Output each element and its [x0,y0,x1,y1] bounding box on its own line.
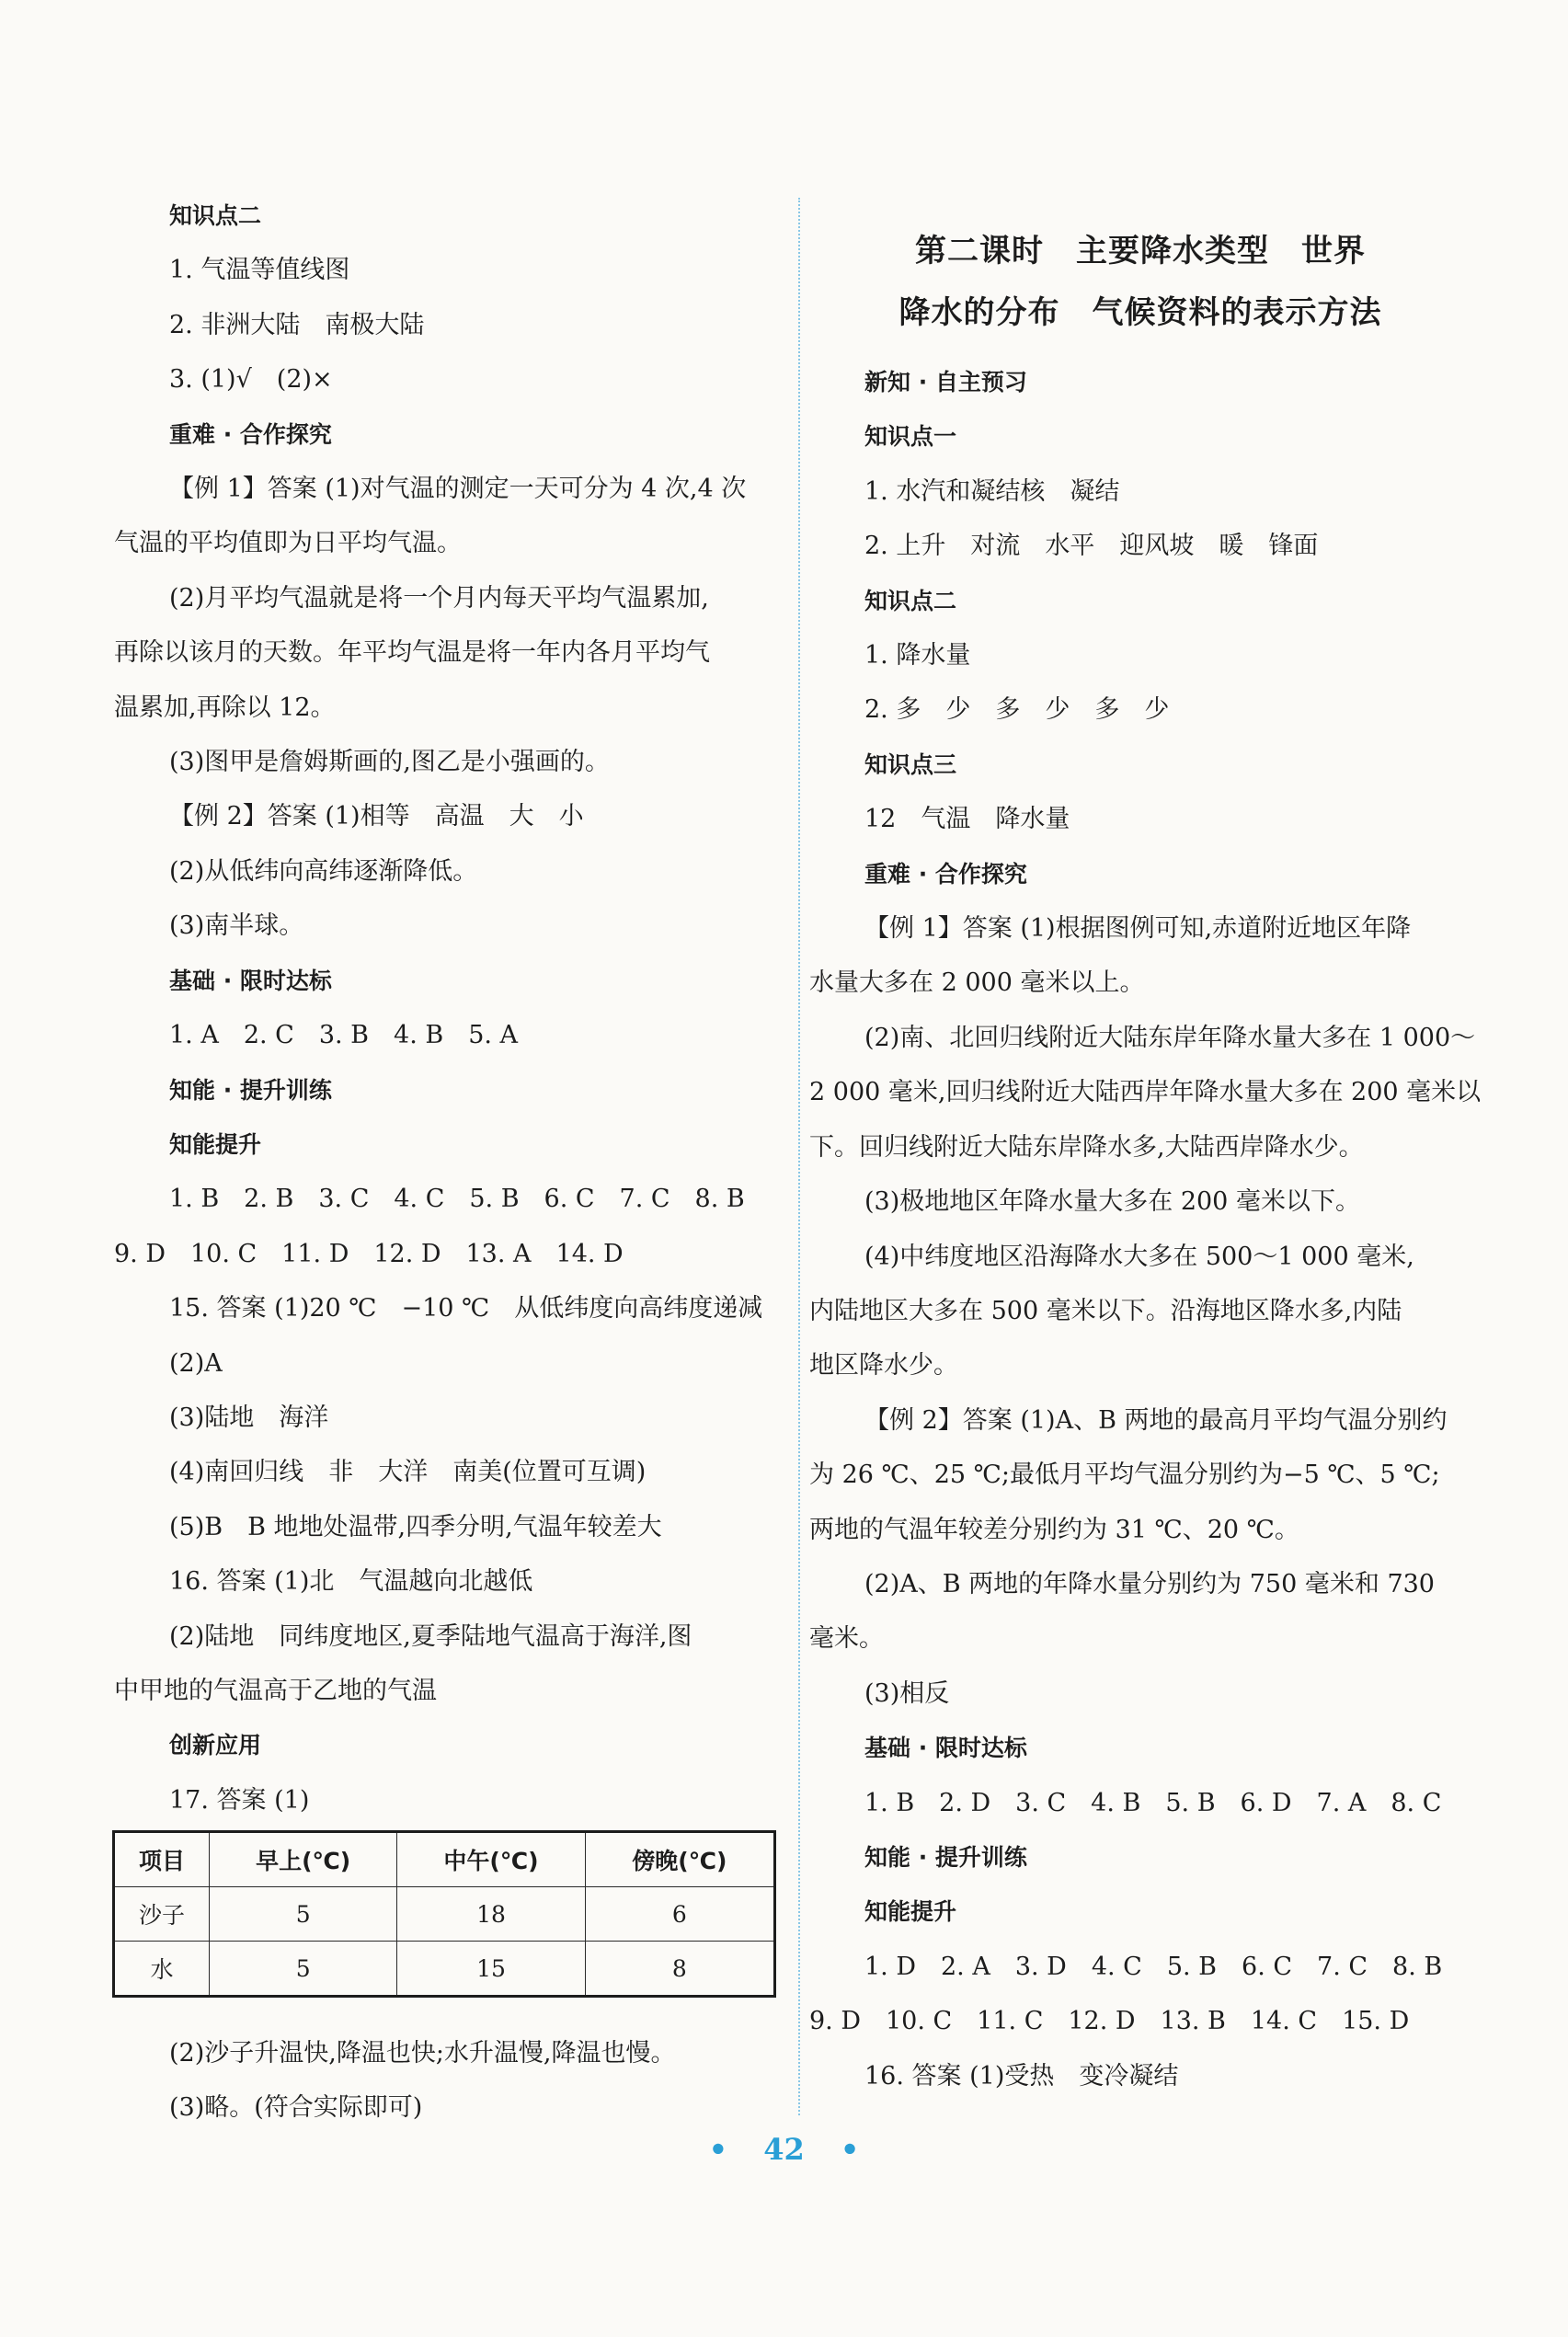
text-line: 2. 多 少 多 少 多 少 [864,695,1170,725]
text-line: 1. B 2. D 3. C 4. B 5. B 6. D 7. A 8. C [864,1788,1442,1817]
text-line: (2)A、B 两地的年降水量分别约为 750 毫米和 730 [864,1569,1435,1598]
table-cell: 8 [585,1942,774,1997]
table-cell: 水 [114,1942,210,1997]
text-line: (3)相反 [864,1678,950,1708]
column-divider [798,198,800,2115]
text-line: 16. 答案 (1)受热 变冷凝结 [864,2061,1179,2091]
text-line: (2)陆地 同纬度地区,夏季陆地气温高于海洋,图 [169,1621,692,1651]
table-cell: 6 [585,1887,774,1942]
lesson-title-line-1: 第二课时 主要降水类型 世界 [915,233,1366,269]
text-line: 17. 答案 (1) [169,1785,310,1815]
text-line: 重难 · 合作探究 [864,860,1027,888]
text-line: 16. 答案 (1)北 气温越向北越低 [169,1567,533,1597]
text-line: 重难 · 合作探究 [169,420,332,448]
table-cell: 18 [397,1887,585,1942]
text-line: 基础 · 限时达标 [864,1735,1027,1762]
text-line: 温累加,再除以 12。 [114,693,336,722]
text-line: 1. 水汽和凝结核 凝结 [864,476,1120,506]
text-line: 【例 2】答案 (1)相等 高温 大 小 [169,802,584,831]
table-cell: 15 [397,1942,585,1997]
text-line: 3. (1)√ (2)× [169,365,333,395]
table-header-cell: 早上(℃) [209,1832,396,1887]
text-line: (2)沙子升温快,降温也快;水升温慢,降温也慢。 [169,2039,676,2068]
text-line: 再除以该月的天数。年平均气温是将一年内各月平均气 [114,638,710,668]
left-column [114,189,776,1827]
text-line: 知能 · 提升训练 [169,1076,332,1104]
table-header-cell: 中午(℃) [397,1832,585,1887]
lesson-title-line-2: 降水的分布 气候资料的表示方法 [898,294,1382,331]
text-line: 2 000 毫米,回归线附近大陆西岸年降水量大多在 200 毫米以 [809,1078,1482,1107]
text-line: (2)A [169,1348,223,1378]
table-cell: 沙子 [114,1887,210,1942]
text-line: 【例 1】答案 (1)根据图例可知,赤道附近地区年降 [864,914,1412,944]
page-number [0,2132,1568,2167]
text-line: 地区降水少。 [809,1351,958,1380]
text-line: (3)略。(符合实际即可) [169,2093,423,2123]
text-line: (3)南半球。 [169,911,304,941]
page-number-dot-left: • [708,2132,728,2167]
right-column [809,221,1482,2103]
text-line: 知能 · 提升训练 [864,1843,1027,1871]
text-line: 中甲地的气温高于乙地的气温 [114,1676,437,1705]
left-column-continued [114,2026,776,2136]
table-cell: 5 [209,1887,396,1942]
text-line: (3)陆地 海洋 [169,1403,329,1432]
text-line: 1. 气温等值线图 [169,256,350,285]
text-line: 水量大多在 2 000 毫米以上。 [809,968,1145,998]
text-line: 下。回归线附近大陆东岸降水多,大陆西岸降水少。 [809,1132,1364,1162]
text-line: 知识点一 [864,423,957,451]
text-line: 9. D 10. C 11. D 12. D 13. A 14. D [114,1239,624,1268]
table-header-row [114,1832,775,1887]
text-line: 知能提升 [864,1898,957,1926]
text-line: 1. 降水量 [864,641,971,670]
text-line: 2. 非洲大陆 南极大陆 [169,310,425,339]
text-line: 毫米。 [809,1624,884,1654]
text-line: 基础 · 限时达标 [169,967,332,994]
text-line: 为 26 ℃、25 ℃;最低月平均气温分别约为−5 ℃、5 ℃; [809,1461,1440,1490]
text-line: 两地的气温年较差分别约为 31 ℃、20 ℃。 [809,1515,1299,1544]
text-line: 15. 答案 (1)20 ℃ −10 ℃ 从低纬度向高纬度递减 [169,1294,763,1323]
text-line: 气温的平均值即为日平均气温。 [114,529,462,558]
text-line: (2)月平均气温就是将一个月内每天平均气温累加, [169,583,709,613]
text-line: 2. 上升 对流 水平 迎风坡 暖 锋面 [864,532,1319,561]
right-column-lines [809,355,1482,2103]
text-line: 1. B 2. B 3. C 4. C 5. B 6. C 7. C 8. B [169,1185,745,1214]
page-number-dot-right: • [840,2132,860,2167]
text-line: (3)图甲是詹姆斯画的,图乙是小强画的。 [169,748,610,777]
page-number-value: 42 [763,2132,805,2167]
text-line: 知能提升 [169,1130,262,1158]
text-line: 【例 1】答案 (1)对气温的测定一天可分为 4 次,4 次 [169,475,747,504]
text-line: 【例 2】答案 (1)A、B 两地的最高月平均气温分别约 [864,1405,1448,1435]
temperature-table [112,1830,776,1998]
text-line: (4)中纬度地区沿海降水大多在 500～1 000 毫米, [864,1242,1414,1271]
table-cell: 5 [209,1942,396,1997]
table-row [114,1887,775,1942]
text-line: 知识点二 [169,202,262,229]
table-row [114,1942,775,1997]
text-line: 创新应用 [169,1732,262,1759]
text-line: (3)极地地区年降水量大多在 200 毫米以下。 [864,1187,1360,1217]
text-line: 新知 · 自主预习 [864,369,1027,395]
text-line: 知识点二 [864,587,957,614]
text-line: 内陆地区大多在 500 毫米以下。沿海地区降水多,内陆 [809,1296,1402,1325]
text-line: 9. D 10. C 11. C 12. D 13. B 14. C 15. D [809,2007,1410,2036]
text-line: (2)南、北回归线附近大陆东岸年降水量大多在 1 000～ [864,1023,1476,1052]
text-line: (4)南回归线 非 大洋 南美(位置可互调) [169,1458,647,1487]
text-line: 1. D 2. A 3. D 4. C 5. B 6. C 7. C 8. B [864,1952,1443,1981]
text-line: 1. A 2. C 3. B 4. B 5. A [169,1021,519,1050]
text-line: (2)从低纬向高纬逐渐降低。 [169,856,478,886]
table-header-cell: 项目 [114,1832,210,1887]
text-line: 知识点三 [864,750,957,778]
text-line: 12 气温 降水量 [864,805,1070,834]
table-header-cell: 傍晚(℃) [585,1832,774,1887]
text-line: (5)B B 地地处温带,四季分明,气温年较差大 [169,1512,662,1541]
